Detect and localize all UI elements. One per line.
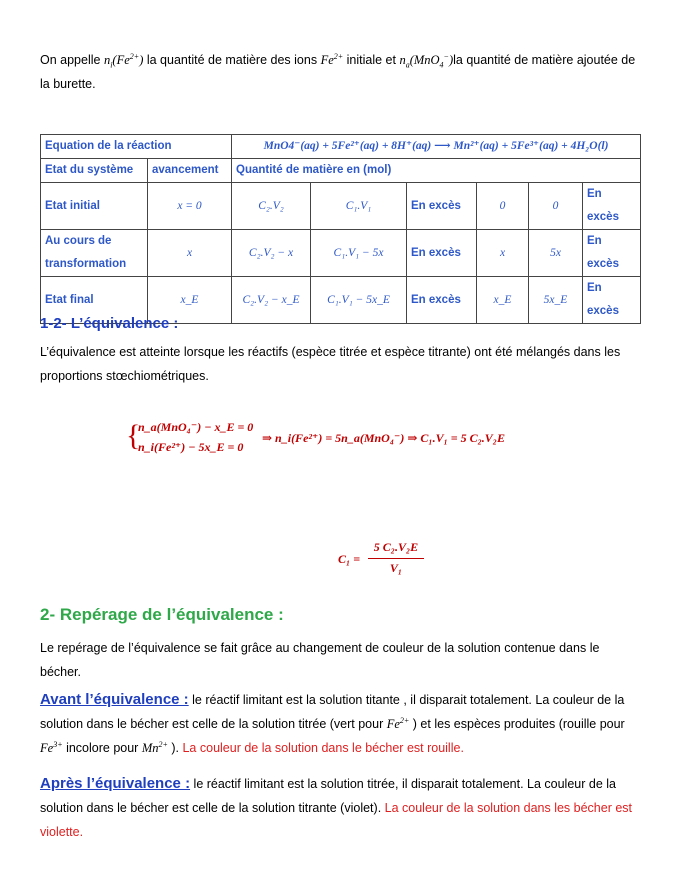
cell: x <box>477 230 529 277</box>
section-1-2-title: 1-2- L’équivalence : <box>40 315 179 332</box>
avant-text: le réactif limitant est la solution titante , il disparait totalement. La couleur de la solution dans le bécher est celle de la solution titrée (vert pour <box>40 693 625 731</box>
fraction-bar <box>368 558 424 559</box>
apres-label: Après l’équivalence : <box>40 775 191 792</box>
ni-symbol: $n_i(Fe^{2+})$ <box>103 51 144 70</box>
table-row <box>41 230 641 277</box>
formula-numerator: 5 C₂.V₂E <box>373 540 419 554</box>
equation-header: Equation de la réaction <box>41 135 232 159</box>
avant-conclusion: La couleur de la solution dans le bécher est rouille. <box>182 741 464 755</box>
table-row <box>41 183 641 230</box>
cell: C₂.V₂ − x <box>232 230 311 277</box>
avant-label: Avant l’équivalence : <box>40 691 189 708</box>
document-page <box>40 48 640 839</box>
cell: x = 0 <box>148 183 232 230</box>
system-line-1: n_a(MnO₄⁻) − x_E = 0 <box>138 420 254 434</box>
cell: C₁.V₁ − 5x_E <box>311 277 407 324</box>
cell: 0 <box>529 183 583 230</box>
cell: 5x <box>529 230 583 277</box>
cell: 0 <box>477 183 529 230</box>
brace-symbol: { <box>126 419 141 452</box>
table-row <box>41 159 641 183</box>
intro-text: la quantité de matière des ions <box>143 53 321 67</box>
section-2-title: 2- Repérage de l’équivalence : <box>40 605 284 624</box>
quantite-header: Quantité de matière en (mol) <box>232 159 641 183</box>
apres-text: le réactif limitant est la solution titrée, il disparait totalement. La couleur de la solution dans le bécher est celle de la solution titrante (violet). <box>40 777 616 815</box>
cell: C₂.V₂ <box>232 183 311 230</box>
avant-text: ) et les espèces produites (rouille pour <box>409 717 625 731</box>
section-2-text: Le repérage de l’équivalence se fait grâce au changement de couleur de la solution contenue dans le bécher. <box>40 641 600 679</box>
formula-denominator: V₁ <box>389 561 403 575</box>
reaction-equation: MnO4⁻(aq) + 5Fe²⁺(aq) + 8H⁺(aq) ⟶ Mn²⁺(aq) + 5Fe³⁺(aq) + 4H₂O(l) <box>232 135 641 159</box>
apres-conclusion: La couleur de la solution dans les bécher est violette. <box>40 801 633 839</box>
row-label: Etat final <box>41 277 148 324</box>
cell: x_E <box>148 277 232 324</box>
cell: En excès <box>407 277 477 324</box>
intro-text: On appelle <box>40 53 104 67</box>
apres-paragraph <box>40 772 640 844</box>
avant-paragraph <box>40 688 640 760</box>
cell: x <box>148 230 232 277</box>
cell: C₂.V₂ − x_E <box>232 277 311 324</box>
mn2-ion: $Mn^{2+}$ <box>141 739 168 755</box>
intro-text: la quantité de matière ajoutée de la burette. <box>40 53 636 91</box>
row-label: Au cours de transformation <box>41 230 148 277</box>
cell: 5x_E <box>529 277 583 324</box>
fe-ion: $Fe^{2+}$ <box>320 51 344 67</box>
etat-systeme-header: Etat du système <box>41 159 148 183</box>
equation-system <box>126 420 586 460</box>
system-result: ⇒ n_i(Fe²⁺) = 5n_a(MnO₄⁻) ⇒ C₁.V₁ = 5 C₂.V₂E <box>262 431 505 445</box>
cell: En excès <box>407 183 477 230</box>
reaction-table <box>40 134 641 324</box>
cell: En excès <box>407 230 477 277</box>
cell: C₁.V₁ <box>311 183 407 230</box>
cell: En excès <box>583 183 641 230</box>
system-line-2: n_i(Fe²⁺) − 5x_E = 0 <box>138 440 244 454</box>
table-row <box>41 135 641 159</box>
avancement-header: avancement <box>148 159 232 183</box>
row-label: Etat initial <box>41 183 148 230</box>
cell: C₁.V₁ − 5x <box>311 230 407 277</box>
fe2-ion: $Fe^{2+}$ <box>386 715 410 731</box>
formula-lhs: C₁ = <box>338 552 361 566</box>
avant-text: ). <box>167 741 183 755</box>
fe3-ion: $Fe^{3+}$ <box>40 739 63 755</box>
na-symbol: $n_a(MnO_4^-)$ <box>399 51 454 70</box>
intro-paragraph <box>40 48 640 96</box>
section-1-2-text: L’équivalence est atteinte lorsque les réactifs (espèce titrée et espèce titrante) ont été mélangés dans les proportions stœchiométriques. <box>40 345 621 383</box>
cell: En excès <box>583 277 641 324</box>
cell: x_E <box>477 277 529 324</box>
avant-text: incolore pour <box>62 741 142 755</box>
cell: En excès <box>583 230 641 277</box>
intro-text: initiale et <box>343 53 400 67</box>
